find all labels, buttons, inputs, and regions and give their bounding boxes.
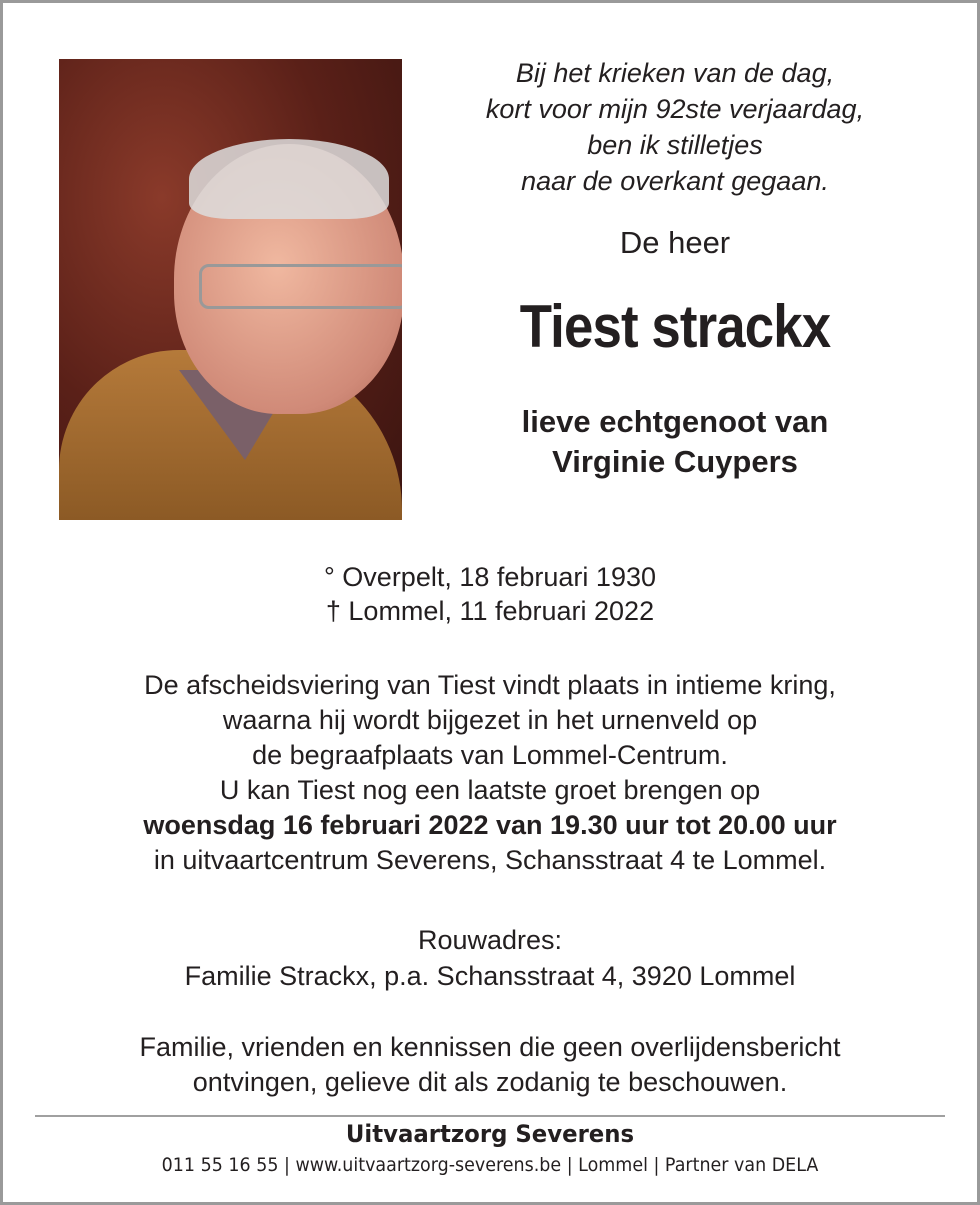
divider bbox=[35, 1115, 945, 1117]
funeral-home-name: Uitvaartzorg Severens bbox=[345, 1120, 635, 1148]
address-label: Rouwadres: bbox=[417, 925, 563, 955]
poem-line: Bij het krieken van de dag, bbox=[515, 58, 835, 88]
dates bbox=[0, 560, 980, 628]
poem-line: kort voor mijn 92ste verjaardag, bbox=[485, 94, 865, 124]
ceremony-line: U kan Tiest nog een laatste groet brengen op bbox=[219, 775, 761, 805]
ceremony-line: waarna hij wordt bijgezet in het urnenveld op bbox=[222, 705, 758, 735]
ceremony-line: De afscheidsviering van Tiest vindt plaats in intieme kring, bbox=[144, 670, 836, 700]
birth-date: ° Overpelt, 18 februari 1930 bbox=[324, 562, 656, 592]
visit-place: in uitvaartcentrum Severens, Schansstraat 4 te Lommel. bbox=[153, 845, 827, 875]
mourning-address bbox=[0, 922, 980, 994]
poem-line: ben ik stilletjes bbox=[587, 130, 763, 160]
address: Familie Strackx, p.a. Schansstraat 4, 3920 Lommel bbox=[184, 961, 796, 991]
poem-line: naar de overkant gegaan. bbox=[521, 166, 829, 196]
funeral-home-contact: 011 55 16 55 | www.uitvaartzorg-severens.be | Lommel | Partner van DELA bbox=[161, 1154, 819, 1176]
spouse bbox=[430, 402, 920, 482]
notice bbox=[0, 1030, 980, 1100]
spouse-name: Virginie Cuypers bbox=[552, 444, 798, 479]
notice-line: Familie, vrienden en kennissen die geen overlijdensbericht bbox=[139, 1032, 841, 1062]
spouse-line: lieve echtgenoot van bbox=[521, 404, 829, 439]
ceremony-line: de begraafplaats van Lommel-Centrum. bbox=[252, 740, 728, 770]
notice-line: ontvingen, gelieve dit als zodanig te beschouwen. bbox=[192, 1067, 788, 1097]
deceased-name: Tiest strackx bbox=[519, 293, 831, 360]
visit-time: woensdag 16 februari 2022 van 19.30 uur tot 20.00 uur bbox=[143, 810, 837, 840]
ceremony-text bbox=[0, 668, 980, 878]
salutation: De heer bbox=[619, 225, 731, 260]
death-date: † Lommel, 11 februari 2022 bbox=[325, 596, 655, 626]
poem bbox=[430, 55, 920, 199]
portrait-photo bbox=[59, 59, 402, 520]
